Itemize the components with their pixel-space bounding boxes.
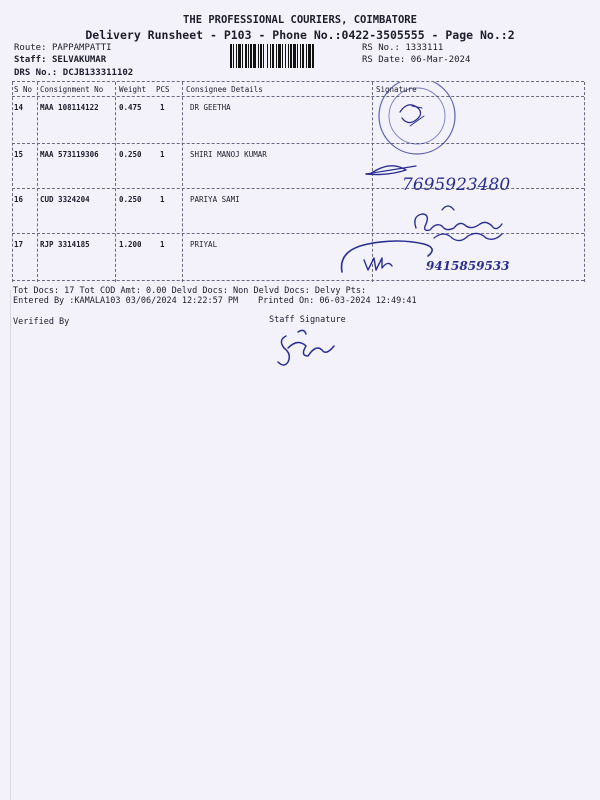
table-row-consignment: CUD 3324204 [40,195,90,204]
table-row-pcs: 1 [160,103,165,112]
verified-by-label: Verified By [13,317,70,327]
table-row-weight: 0.250 [119,150,142,159]
staff-signature-label: Staff Signature [269,315,346,325]
totals-line: Tot Docs: 17 Tot COD Amt: 0.00 Delvd Docs: Non Delvd Docs: Delvy Pts: [13,286,367,296]
table-row-weight: 0.250 [119,195,142,204]
table-row-sno: 17 [14,240,24,249]
route-line [14,43,112,53]
table-row-weight: 1.200 [119,240,142,249]
row17-signature [342,241,433,272]
rs-date-value: 06-Mar-2024 [410,55,471,65]
drs-label: DRS No.: [14,68,58,78]
col-header-weight: Weight [119,85,147,94]
table-row-weight: 0.475 [119,103,142,112]
rs-date-label: RS Date: [362,55,406,65]
entered-by: Entered By :KAMALA103 03/06/2024 12:22:57 PM [13,296,239,306]
table-row-consignee: PARIYA SAMI [190,195,240,204]
drs-value: DCJB133311102 [62,68,134,78]
barcode-bar [314,44,315,68]
rs-date-line [362,55,470,65]
page-margin-line [10,290,11,800]
delivery-stamp [379,82,455,154]
runsheet-subtitle: Delivery Runsheet - P103 - Phone No.:0422-3505555 - Page No.:2 [85,28,515,42]
table-row-consignment: MAA 108114122 [40,103,99,112]
table-row-consignment: MAA 573119306 [40,150,99,159]
route-value: PAPPAMPATTI [51,43,112,53]
col-header-pcs: PCS [156,85,170,94]
table-row-consignment: RJP 3314185 [40,240,90,249]
table-row-consignee: DR GEETHA [190,103,231,112]
table-row-pcs: 1 [160,150,165,159]
barcode [230,44,358,68]
printed-on: Printed On: 06-03-2024 12:49:41 [258,296,417,306]
col-header-consignment: Consignment No [40,85,104,94]
table-row-consignee: PRIYAL [190,240,218,249]
col-header-signature: Signature [376,85,417,94]
column-rule [37,82,38,282]
table-row-sno: 16 [14,195,24,204]
col-header-sno: S No [14,85,33,94]
row16-signature [415,214,502,230]
route-label: Route: [14,43,47,53]
row17-handwritten-phone: 9415859533 [426,259,510,273]
column-rule [584,82,585,282]
drs-line [14,68,133,78]
table-row-sno: 15 [14,150,24,159]
column-rule [12,82,13,282]
table-row-pcs: 1 [160,240,165,249]
rs-no-line [362,43,443,53]
column-rule [182,82,183,282]
column-rule [115,82,116,282]
table-row-pcs: 1 [160,195,165,204]
staff-label: Staff: [14,55,47,65]
rs-no-value: 1333111 [405,43,444,53]
col-header-consignee: Consignee Details [186,85,263,94]
staff-line [14,55,106,65]
table-row-consignee: SHIRI MANOJ KUMAR [190,150,267,159]
staff-signature-mark [272,326,342,370]
staff-value: SELVAKUMAR [51,55,107,65]
signature-ink-layer [330,82,584,282]
rs-no-label: RS No.: [362,43,400,53]
company-title: THE PROFESSIONAL COURIERS, COIMBATORE [183,14,417,26]
table-row-sno: 14 [14,103,24,112]
row15-handwritten-phone: 7695923480 [402,175,511,195]
